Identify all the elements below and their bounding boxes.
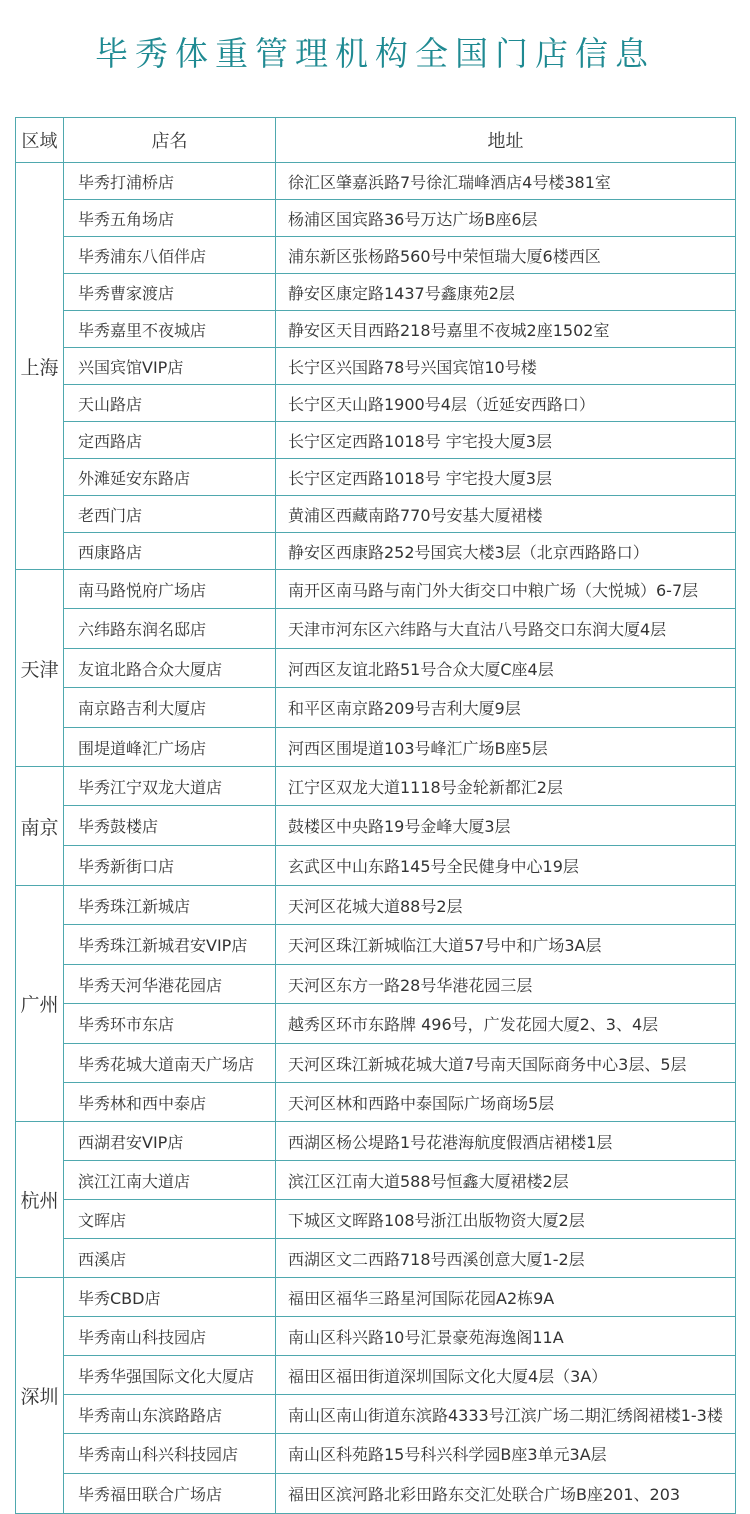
address-cell: 静安区康定路1437号鑫康苑2层 <box>276 274 736 311</box>
table-row <box>16 348 736 385</box>
store-name-cell: 毕秀天河华港花园店 <box>64 965 276 1004</box>
region-cell: 天津 <box>16 570 64 767</box>
table-row <box>16 163 736 200</box>
table-row <box>16 767 736 806</box>
address-cell: 黄浦区西藏南路770号安基大厦裙楼 <box>276 496 736 533</box>
table-row <box>16 237 736 274</box>
address-cell: 长宁区兴国路78号兴国宾馆10号楼 <box>276 348 736 385</box>
address-cell: 南开区南马路与南门外大街交口中粮广场（大悦城）6-7层 <box>276 570 736 609</box>
table-row <box>16 570 736 609</box>
table-row <box>16 886 736 925</box>
address-cell: 南山区科苑路15号科兴科学园B座3单元3A层 <box>276 1434 736 1474</box>
table-row <box>16 806 736 846</box>
store-name-cell: 六纬路东润名邸店 <box>64 609 276 649</box>
store-name-cell: 毕秀林和西中泰店 <box>64 1083 276 1122</box>
address-cell: 鼓楼区中央路19号金峰大厦3层 <box>276 806 736 846</box>
table-row <box>16 459 736 496</box>
region-cell: 南京 <box>16 767 64 886</box>
store-name-cell: 老西门店 <box>64 496 276 533</box>
table-row <box>16 846 736 886</box>
address-cell: 天河区珠江新城临江大道57号中和广场3A层 <box>276 925 736 965</box>
store-name-cell: 天山路店 <box>64 385 276 422</box>
store-name-cell: 毕秀浦东八佰伴店 <box>64 237 276 274</box>
store-name-cell: 毕秀五角场店 <box>64 200 276 237</box>
table-row <box>16 925 736 965</box>
store-name-cell: 毕秀珠江新城店 <box>64 886 276 925</box>
store-name-cell: 围堤道峰汇广场店 <box>64 728 276 767</box>
address-cell: 杨浦区国宾路36号万达广场B座6层 <box>276 200 736 237</box>
table-row <box>16 1356 736 1395</box>
address-cell: 福田区福华三路星河国际花园A2栋9A <box>276 1278 736 1317</box>
store-name-cell: 毕秀南山科兴科技园店 <box>64 1434 276 1474</box>
table-row <box>16 1161 736 1200</box>
address-cell: 长宁区定西路1018号 宇宅投大厦3层 <box>276 459 736 496</box>
store-name-cell: 南京路吉利大厦店 <box>64 688 276 728</box>
address-cell: 天河区花城大道88号2层 <box>276 886 736 925</box>
address-cell: 福田区滨河路北彩田路东交汇处联合广场B座201、203 <box>276 1474 736 1514</box>
address-cell: 河西区围堤道103号峰汇广场B座5层 <box>276 728 736 767</box>
address-cell: 长宁区定西路1018号 宇宅投大厦3层 <box>276 422 736 459</box>
table-row <box>16 1317 736 1356</box>
store-name-cell: 友谊北路合众大厦店 <box>64 649 276 688</box>
table-row <box>16 311 736 348</box>
store-name-cell: 毕秀南山东滨路路店 <box>64 1395 276 1434</box>
store-name-cell: 定西路店 <box>64 422 276 459</box>
address-cell: 下城区文晖路108号浙江出版物资大厦2层 <box>276 1200 736 1239</box>
header-address: 地址 <box>276 118 736 163</box>
table-row <box>16 1474 736 1514</box>
store-name-cell: 毕秀江宁双龙大道店 <box>64 767 276 806</box>
store-name-cell: 外滩延安东路店 <box>64 459 276 496</box>
table-row <box>16 1122 736 1161</box>
address-cell: 江宁区双龙大道1118号金轮新都汇2层 <box>276 767 736 806</box>
address-cell: 越秀区环市东路牌 496号，广发花园大厦2、3、4层 <box>276 1004 736 1044</box>
address-cell: 天河区东方一路28号华港花园三层 <box>276 965 736 1004</box>
store-name-cell: 毕秀珠江新城君安VIP店 <box>64 925 276 965</box>
store-name-cell: 毕秀环市东店 <box>64 1004 276 1044</box>
address-cell: 滨江区江南大道588号恒鑫大厦裙楼2层 <box>276 1161 736 1200</box>
table-row <box>16 533 736 570</box>
table-row <box>16 965 736 1004</box>
header-region: 区域 <box>16 118 64 163</box>
table-body <box>16 163 736 1514</box>
table-row <box>16 688 736 728</box>
table-row <box>16 728 736 767</box>
address-cell: 和平区南京路209号吉利大厦9层 <box>276 688 736 728</box>
store-table-container <box>15 117 735 1514</box>
store-name-cell: 毕秀华强国际文化大厦店 <box>64 1356 276 1395</box>
store-name-cell: 南马路悦府广场店 <box>64 570 276 609</box>
table-row <box>16 649 736 688</box>
address-cell: 天河区林和西路中泰国际广场商场5层 <box>276 1083 736 1122</box>
table-row <box>16 422 736 459</box>
address-cell: 浦东新区张杨路560号中荣恒瑞大厦6楼西区 <box>276 237 736 274</box>
address-cell: 静安区西康路252号国宾大楼3层（北京西路路口） <box>276 533 736 570</box>
store-table <box>15 117 736 1514</box>
region-cell: 深圳 <box>16 1278 64 1514</box>
table-row <box>16 1200 736 1239</box>
address-cell: 天河区珠江新城花城大道7号南天国际商务中心3层、5层 <box>276 1044 736 1083</box>
table-row <box>16 1044 736 1083</box>
address-cell: 南山区南山街道东滨路4333号江滨广场二期汇绣阁裙楼1-3楼 <box>276 1395 736 1434</box>
table-row <box>16 385 736 422</box>
store-name-cell: 毕秀鼓楼店 <box>64 806 276 846</box>
store-name-cell: 西康路店 <box>64 533 276 570</box>
region-cell: 杭州 <box>16 1122 64 1278</box>
store-name-cell: 滨江江南大道店 <box>64 1161 276 1200</box>
store-name-cell: 毕秀CBD店 <box>64 1278 276 1317</box>
store-name-cell: 兴国宾馆VIP店 <box>64 348 276 385</box>
address-cell: 河西区友谊北路51号合众大厦C座4层 <box>276 649 736 688</box>
header-row <box>16 118 736 163</box>
address-cell: 西湖区杨公堤路1号花港海航度假酒店裙楼1层 <box>276 1122 736 1161</box>
store-name-cell: 西湖君安VIP店 <box>64 1122 276 1161</box>
address-cell: 长宁区天山路1900号4层（近延安西路口） <box>276 385 736 422</box>
table-row <box>16 1004 736 1044</box>
table-row <box>16 1434 736 1474</box>
address-cell: 玄武区中山东路145号全民健身中心19层 <box>276 846 736 886</box>
table-row <box>16 274 736 311</box>
store-name-cell: 毕秀打浦桥店 <box>64 163 276 200</box>
address-cell: 徐汇区肇嘉浜路7号徐汇瑞峰酒店4号楼381室 <box>276 163 736 200</box>
table-row <box>16 496 736 533</box>
address-cell: 静安区天目西路218号嘉里不夜城2座1502室 <box>276 311 736 348</box>
table-row <box>16 1395 736 1434</box>
store-name-cell: 毕秀福田联合广场店 <box>64 1474 276 1514</box>
page-title: 毕秀体重管理机构全国门店信息 <box>95 34 655 73</box>
address-cell: 天津市河东区六纬路与大直沽八号路交口东润大厦4层 <box>276 609 736 649</box>
store-name-cell: 毕秀新街口店 <box>64 846 276 886</box>
table-row <box>16 1239 736 1278</box>
store-name-cell: 毕秀曹家渡店 <box>64 274 276 311</box>
store-name-cell: 毕秀南山科技园店 <box>64 1317 276 1356</box>
store-name-cell: 毕秀嘉里不夜城店 <box>64 311 276 348</box>
address-cell: 福田区福田街道深圳国际文化大厦4层（3A） <box>276 1356 736 1395</box>
table-row <box>16 1083 736 1122</box>
table-row <box>16 200 736 237</box>
address-cell: 南山区科兴路10号汇景豪苑海逸阁11A <box>276 1317 736 1356</box>
region-cell: 上海 <box>16 163 64 570</box>
region-cell: 广州 <box>16 886 64 1122</box>
table-row <box>16 609 736 649</box>
address-cell: 西湖区文二西路718号西溪创意大厦1-2层 <box>276 1239 736 1278</box>
store-name-cell: 文晖店 <box>64 1200 276 1239</box>
store-name-cell: 毕秀花城大道南天广场店 <box>64 1044 276 1083</box>
table-row <box>16 1278 736 1317</box>
header-store-name: 店名 <box>64 118 276 163</box>
store-name-cell: 西溪店 <box>64 1239 276 1278</box>
